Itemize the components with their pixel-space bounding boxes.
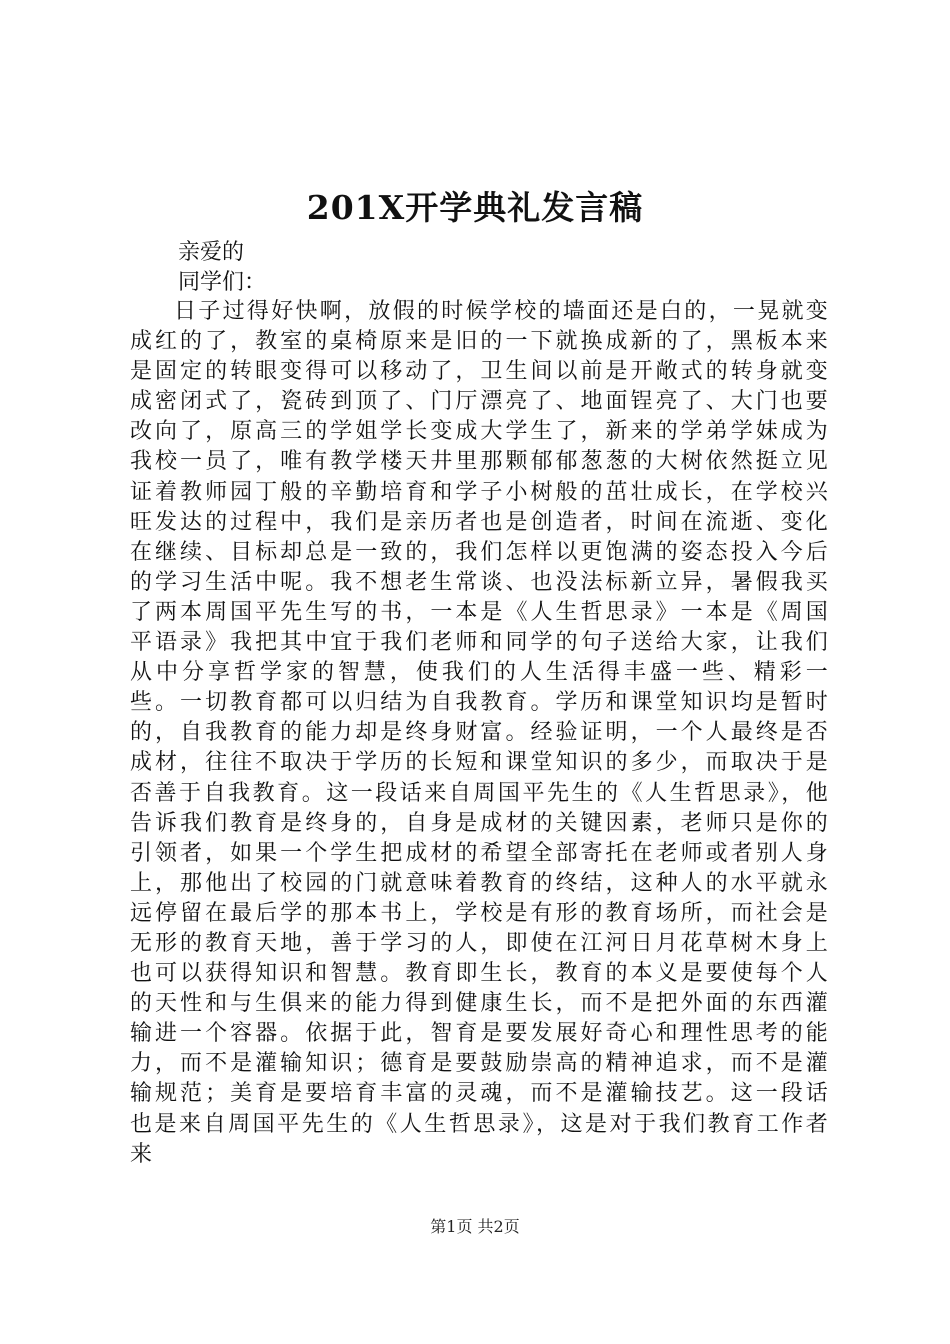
salutation-line-1: 亲爱的 <box>178 240 245 265</box>
document-title: 201X开学典礼发言稿 <box>306 188 644 227</box>
body-paragraph: 日子过得好快啊，放假的时候学校的墙面还是白的，一晃就变成红的了，教室的桌椅原来是旧的一下就换成新的了，黑板本来是固定的转眼变得可以移动了，卫生间以前是开敞式的转身就变成密闭式了，瓷砖到顶了、门厅漂亮了、地面锃亮了、大门也要改向了，原高三的学姐学长变成大学生了，新来的学弟学妹成为我校一员了，唯有教学楼天井里那颗郁郁葱葱的大树依然挺立见证着教师园丁般的辛勤培育和学子小树般的茁壮成长，在学校兴旺发达的过程中，我们是亲历者也是创造者，时间在流逝、变化在继续、目标却总是一致的，我们怎样以更饱满的姿态投入今后的学习生活中呢。我不想老生常谈、也没法标新立异，暑假我买了两本周国平先生写的书，一本是《人生哲思录》一本是《周国平语录》我把其中宜于我们老师和同学的句子送给大家，让我们从中分享哲学家的智慧，使我们的人生活得丰盛一些、精彩一些。一切教育都可以归结为自我教育。学历和课堂知识均是暂时的，自我教育的能力却是终身财富。经验证明，一个人最终是否成材，往往不取决于学历的长短和课堂知识的多少，而取决于是否善于自我教育。这一段话来自周国平先生的《人生哲思录》，他告诉我们教育是终身的，自身是成材的关键因素，老师只是你的引领者，如果一个学生把成材的希望全部寄托在老师或者别人身上，那他出了校园的门就意味着教育的终结，这种人的水平就永远停留在最后学的那本书上，学校是有形的教育场所，而社会是无形的教育天地，善于学习的人，即使在江河日月花草树木身上也可以获得知识和智慧。教育即生长，教育的本义是要使每个人的天性和与生俱来的能力得到健康生长，而不是把外面的东西灌输进一个容器。依据于此，智育是要发展好奇心和理性思考的能力，而不是灌输知识；德育是要鼓励崇高的精神追求，而不是灌输规范；美育是要培育丰富的灵魂，而不是灌输技艺。这一段话也是来自周国平先生的《人生哲思录》，这是对于我们教育工作者来 <box>130 299 830 1167</box>
page-number-footer: 第1页 共2页 <box>430 1217 520 1236</box>
salutation-line-2: 同学们： <box>178 270 267 295</box>
